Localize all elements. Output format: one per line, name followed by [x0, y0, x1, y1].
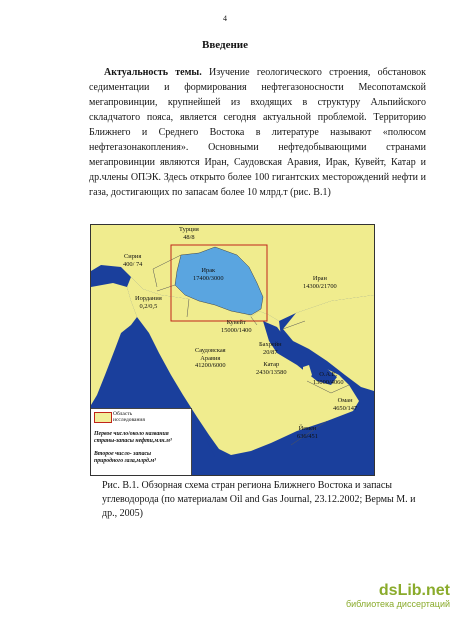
map-legend	[91, 408, 192, 476]
label-oman: Оман 4650/147	[333, 397, 358, 412]
paragraph-lead: Актуальность темы.	[104, 67, 202, 78]
watermark	[318, 582, 450, 610]
legend-gas-note: Второе число- запасы природного газа,млрд.м³	[94, 451, 156, 464]
label-iraq: Ирак 17400/3000	[193, 267, 224, 282]
label-uae: О.А.Е. 13000/4060	[313, 371, 344, 386]
watermark-logo: dsLib.net	[378, 582, 450, 599]
label-iran: Иран 14300/21700	[303, 275, 337, 290]
label-turkey: Турция 48/8	[179, 226, 199, 241]
section-heading: Введение	[201, 39, 249, 51]
label-syria: Сирия 400/ 74	[123, 253, 143, 268]
legend-oil-note: Первое число/около названия страны-запасы нефти,млн.м³	[94, 431, 172, 444]
label-jordan: Иордания 0,2/0,5	[135, 295, 162, 310]
middle-east-map	[90, 224, 375, 476]
legend-study-area-label: Область исследования	[113, 411, 145, 423]
paragraph-text: Изучение геологического строения, обстановок седиментации и формирования нефтегазоносности Месопотамской мегапровинции, крупнейшей из входящих в структуру Альпийского складчатого пояса, является сегодня актуальной проблемой. Территорию Ближнего и Среднего Востока в литературе называют «полюсом нефтегазонакопления». Основными нефтедобывающими странами мегапровинции являются Иран, Саудовская Аравия, Ирак, Кувейт, Катар и др.члены ОПЭК. Здесь открыто более 100 гигантских месторождений нефти и газа, достигающих по запасам более 10 млрд.т (рис. В.1)	[89, 67, 427, 198]
legend-study-area-swatch	[94, 412, 112, 423]
label-kuwait: Кувейт 15000/1400	[221, 319, 252, 334]
watermark-subtitle: библиотека диссертаций	[345, 599, 450, 609]
page-number: 4	[223, 14, 227, 23]
label-yemen: Йемен 636/451	[297, 425, 318, 440]
figure-caption: Рис. В.1. Обзорная схема стран региона Ближнего Востока и запасы углеводорода (по материалам Oil and Gas Journal, 23.12.2002; Вермы М. и др., 2005)	[102, 480, 416, 519]
label-qatar: Катар 2430/13580	[256, 361, 287, 376]
label-bahrain: Бахрейн 20/87	[259, 341, 282, 356]
label-saudi-arabia: Саудовская Аравия 41200/6000	[195, 347, 226, 369]
intro-paragraph	[89, 65, 426, 200]
